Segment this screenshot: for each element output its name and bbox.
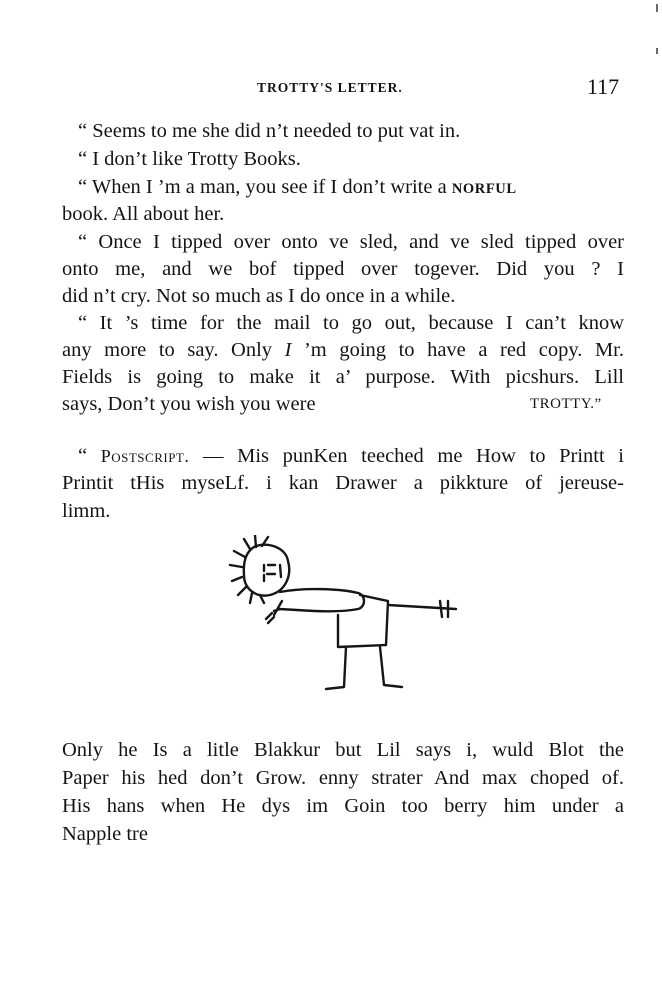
stick-figure-drawing-icon — [220, 535, 470, 705]
text-line — [78, 229, 624, 256]
paragraph-text: Napple tre — [62, 823, 148, 845]
paragraph-text: “ It ’s time for the mail to go out, because I can’t know — [78, 312, 624, 334]
small-caps-word: NORFUL — [451, 181, 517, 197]
running-head — [0, 74, 662, 104]
text-line — [78, 118, 640, 145]
text-line — [62, 470, 624, 497]
paragraph-text: “ When I ’m a man, you see if I don’t write a — [78, 176, 452, 198]
text-line — [78, 174, 624, 203]
paragraph-text: “ — [78, 445, 101, 467]
postscript-label: Postscript. — [100, 446, 190, 466]
text-line — [62, 498, 624, 525]
paragraph-text: Paper his hed don’t Grow. enny strater And max choped of. — [62, 767, 624, 789]
text-line — [62, 283, 624, 310]
text-line — [62, 391, 624, 418]
running-title: TROTTY'S LETTER. — [257, 80, 403, 95]
text-line — [62, 256, 624, 283]
page-number: 117 — [587, 74, 620, 99]
text-line — [62, 821, 624, 848]
italic-word: I — [284, 339, 292, 361]
text-line — [78, 310, 624, 337]
text-line — [62, 201, 624, 228]
paragraph-text: says, Don’t you wish you were — [62, 393, 316, 415]
paragraph-text: “ I don’t like Trotty Books. — [78, 148, 301, 170]
paragraph-text: book. All about her. — [62, 203, 225, 225]
text-line — [62, 737, 624, 764]
paragraph-text: His hans when He dys im Goin too berry him under a — [62, 795, 624, 817]
text-line — [62, 364, 624, 391]
page-edge-mark — [656, 48, 658, 54]
text-line — [62, 337, 624, 364]
signature: TROTTY.” — [530, 396, 602, 412]
paragraph-text: Only he Is a litle Blakkur but Lil says i, wuld Blot the — [62, 739, 624, 761]
text-line — [62, 765, 624, 792]
text-line — [78, 443, 624, 470]
paragraph-text: — Mis punKen teeched me How to Printt i — [189, 445, 624, 467]
paragraph-text: onto me, and we bof tipped over togever. Did you ? I — [62, 258, 624, 280]
text-line — [78, 146, 640, 173]
paragraph-text: ’m going to have a red copy. Mr. — [291, 339, 624, 361]
paragraph-text: “ Once I tipped over onto ve sled, and ve sled tipped over — [78, 231, 624, 253]
paragraph-text: limm. — [62, 500, 111, 522]
paragraph-text: did n’t cry. Not so much as I do once in a while. — [62, 285, 456, 307]
page-edge-mark — [656, 4, 658, 12]
paragraph-text: any more to say. Only — [62, 339, 285, 361]
paragraph-text: Printit tHis myseLf. i kan Drawer a pikkture of jereuse- — [62, 472, 624, 494]
text-line — [62, 793, 624, 820]
paragraph-text: Fields is going to make it a’ purpose. With picshurs. Lill — [62, 366, 624, 388]
paragraph-text: “ Seems to me she did n’t needed to put vat in. — [78, 120, 461, 142]
